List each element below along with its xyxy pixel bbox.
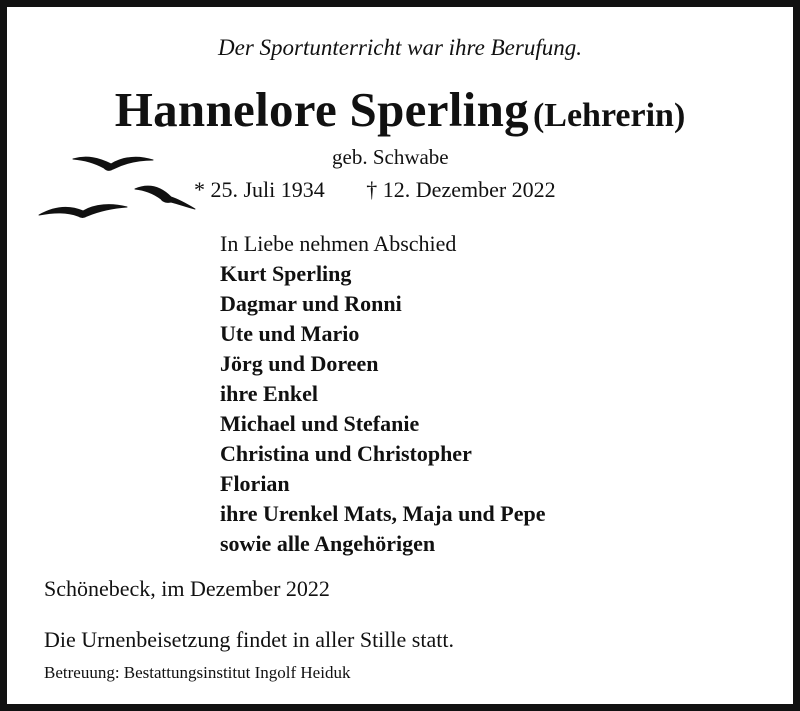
mourner-line: Florian (220, 471, 290, 496)
mourner-line: sowie alle Angehörigen (220, 531, 436, 556)
motto: Der Sportunterricht war ihre Berufung. (218, 35, 582, 60)
mourner-line: Jörg und Doreen (220, 351, 379, 376)
bird-icon (73, 157, 153, 170)
mourner-line: ihre Enkel (220, 381, 319, 406)
burial-note: Die Urnenbeisetzung findet in aller Stille statt. (44, 627, 454, 652)
deceased-role: (Lehrerin) (532, 97, 686, 134)
life-dates (194, 177, 556, 203)
mourner-line: Kurt Sperling (220, 261, 352, 286)
name-line (7, 81, 793, 138)
mourner-line: ihre Urenkel Mats, Maja und Pepe (220, 501, 546, 526)
birth-date: * 25. Juli 1934 (194, 177, 325, 202)
place-date: Schönebeck, im Dezember 2022 (44, 576, 330, 601)
funeral-home: Betreuung: Bestattungsinstitut Ingolf Heiduk (44, 663, 351, 682)
deceased-name: Hannelore Sperling (114, 82, 529, 137)
mourner-line: Ute und Mario (220, 321, 360, 346)
mourners-list (220, 229, 546, 559)
mourner-line: Dagmar und Ronni (220, 291, 402, 316)
mourners-intro: In Liebe nehmen Abschied (220, 231, 457, 256)
death-date: † 12. Dezember 2022 (366, 177, 556, 202)
bird-icon (39, 205, 127, 218)
mourner-line: Christina und Christopher (220, 441, 472, 466)
mourner-line: Michael und Stefanie (220, 411, 420, 436)
birth-name: geb. Schwabe (332, 145, 449, 169)
bird-icon (135, 186, 195, 209)
